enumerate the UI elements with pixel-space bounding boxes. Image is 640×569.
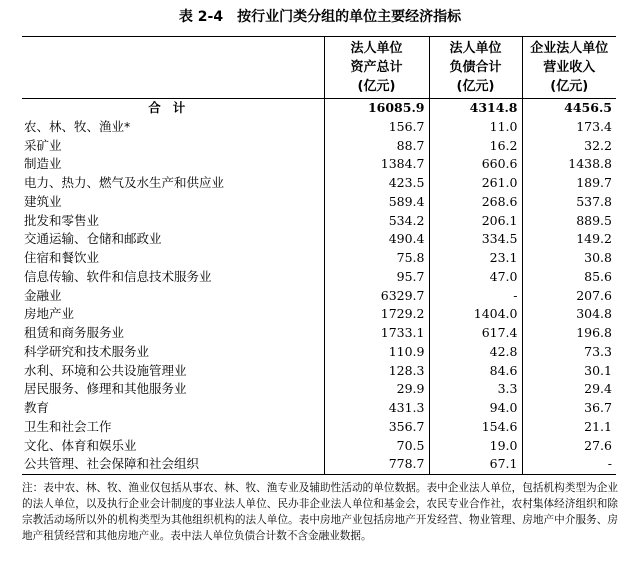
revenue-cell: 207.6 — [522, 287, 616, 306]
total-label: 合计 — [22, 99, 324, 118]
assets-cell: 431.3 — [324, 399, 429, 418]
revenue-cell: 27.6 — [522, 437, 616, 456]
revenue-cell: 189.7 — [522, 174, 616, 193]
liabilities-cell: 3.3 — [429, 380, 522, 399]
table-row — [22, 174, 616, 193]
revenue-cell: 196.8 — [522, 324, 616, 343]
table-header — [22, 37, 616, 99]
assets-cell: 1384.7 — [324, 155, 429, 174]
header-blank — [22, 37, 324, 99]
industry-name: 制造业 — [24, 156, 62, 172]
header-revenue-line2: 营业收入 — [543, 60, 596, 75]
revenue-cell: 304.8 — [522, 305, 616, 324]
liabilities-cell: 94.0 — [429, 399, 522, 418]
assets-cell: 778.7 — [324, 455, 429, 474]
revenue-cell: 36.7 — [522, 399, 616, 418]
header-liabilities-line1: 法人单位 — [449, 41, 502, 56]
table-row — [22, 230, 616, 249]
table-row — [22, 437, 616, 456]
table-row — [22, 343, 616, 362]
industry-name: 交通运输、仓储和邮政业 — [24, 231, 162, 247]
assets-cell: 423.5 — [324, 174, 429, 193]
table-row — [22, 362, 616, 381]
revenue-cell: 85.6 — [522, 268, 616, 287]
industry-name: 文化、体育和娱乐业 — [24, 437, 137, 453]
assets-cell: 534.2 — [324, 212, 429, 231]
industry-name: 教育 — [24, 400, 50, 415]
assets-cell: 70.5 — [324, 437, 429, 456]
table-row — [22, 249, 616, 268]
table-row — [22, 193, 616, 212]
table-row — [22, 118, 616, 137]
liabilities-cell: 268.6 — [429, 193, 522, 212]
liabilities-cell: 660.6 — [429, 155, 522, 174]
assets-cell: 128.3 — [324, 362, 429, 381]
revenue-cell: 173.4 — [522, 118, 616, 137]
header-liabilities-line2: 负债合计 — [449, 60, 502, 75]
liabilities-cell: 617.4 — [429, 324, 522, 343]
assets-cell: 88.7 — [324, 137, 429, 156]
liabilities-cell: 206.1 — [429, 212, 522, 231]
liabilities-cell: 42.8 — [429, 343, 522, 362]
table-row — [22, 212, 616, 231]
liabilities-cell: - — [429, 287, 522, 306]
header-revenue — [522, 37, 616, 99]
liabilities-cell: 19.0 — [429, 437, 522, 456]
assets-cell: 110.9 — [324, 343, 429, 362]
industry-name: 卫生和社会工作 — [24, 418, 112, 434]
total-liabilities: 4314.8 — [429, 99, 522, 118]
liabilities-cell: 11.0 — [429, 118, 522, 137]
revenue-cell: 29.4 — [522, 380, 616, 399]
industry-name: 电力、热力、燃气及水生产和供应业 — [24, 175, 225, 190]
industry-name: 农、林、牧、渔业* — [24, 118, 131, 134]
industry-name: 公共管理、社会保障和社会组织 — [22, 455, 324, 474]
assets-cell: 490.4 — [324, 230, 429, 249]
assets-cell: 1733.1 — [324, 324, 429, 343]
liabilities-cell: 23.1 — [429, 249, 522, 268]
liabilities-cell: 334.5 — [429, 230, 522, 249]
revenue-cell: 30.8 — [522, 249, 616, 268]
table-note: 注：表中农、林、牧、渔业仅包括从事农、林、牧、渔专业及辅助性活动的单位数据。表中企业法人单位，包括机构类型为企业的法人单位，以及执行企业会计制度的事业法人单位、民办非企业法人单位和基金会，农民专业合作社，农村集体经济组织和除宗教活动场所以外的机构类型为其他组织机构的法人单位。表中房地产业包括房地产开发经营、物业管理、房地产中介服务、房地产租赁经营和其他房地产业。表中法人单位负债合计数不含金融业数据。 — [22, 482, 618, 542]
revenue-cell: 73.3 — [522, 343, 616, 362]
table-row — [22, 137, 616, 156]
table-body — [22, 99, 616, 475]
liabilities-cell: 47.0 — [429, 268, 522, 287]
header-assets-line1: 法人单位 — [350, 41, 403, 56]
table-row — [22, 380, 616, 399]
header-liabilities-unit: (亿元) — [456, 79, 495, 94]
industry-name: 居民服务、修理和其他服务业 — [24, 381, 187, 397]
assets-cell: 356.7 — [324, 418, 429, 437]
industry-name: 建筑业 — [24, 193, 62, 209]
assets-cell: 75.8 — [324, 249, 429, 268]
header-assets — [324, 37, 429, 99]
industry-name: 科学研究和技术服务业 — [24, 343, 150, 359]
indicator-table — [22, 36, 616, 475]
header-assets-line2: 资产总计 — [350, 60, 403, 75]
liabilities-cell: 154.6 — [429, 418, 522, 437]
table-row — [22, 155, 616, 174]
table-row — [22, 268, 616, 287]
assets-cell: 29.9 — [324, 380, 429, 399]
total-row — [22, 99, 616, 118]
revenue-cell: - — [522, 455, 616, 474]
table-row — [22, 418, 616, 437]
assets-cell: 156.7 — [324, 118, 429, 137]
total-revenue: 4456.5 — [522, 99, 616, 118]
liabilities-cell: 16.2 — [429, 137, 522, 156]
industry-name: 住宿和餐饮业 — [24, 250, 100, 265]
industry-name: 采矿业 — [24, 137, 62, 153]
table-title: 表 2-4 按行业门类分组的单位主要经济指标 — [178, 9, 462, 25]
industry-name: 金融业 — [24, 287, 62, 303]
revenue-cell: 1438.8 — [522, 155, 616, 174]
header-assets-unit: (亿元) — [357, 79, 396, 94]
revenue-cell: 30.1 — [522, 362, 616, 381]
liabilities-cell: 261.0 — [429, 174, 522, 193]
assets-cell: 6329.7 — [324, 287, 429, 306]
header-liabilities — [429, 37, 522, 99]
assets-cell: 589.4 — [324, 193, 429, 212]
table-row — [22, 399, 616, 418]
assets-cell: 95.7 — [324, 268, 429, 287]
industry-name: 信息传输、软件和信息技术服务业 — [24, 268, 212, 284]
table-row — [22, 305, 616, 324]
total-assets: 16085.9 — [324, 99, 429, 118]
assets-cell: 1729.2 — [324, 305, 429, 324]
table-row — [22, 287, 616, 306]
liabilities-cell: 67.1 — [429, 455, 522, 474]
header-revenue-line1: 企业法人单位 — [530, 41, 609, 56]
revenue-cell: 149.2 — [522, 230, 616, 249]
industry-name: 批发和零售业 — [24, 212, 100, 228]
revenue-cell: 889.5 — [522, 212, 616, 231]
table-row — [22, 324, 616, 343]
revenue-cell: 32.2 — [522, 137, 616, 156]
header-revenue-unit: (亿元) — [550, 79, 589, 94]
industry-name: 租赁和商务服务业 — [24, 325, 125, 340]
revenue-cell: 21.1 — [522, 418, 616, 437]
table-row — [22, 455, 616, 474]
revenue-cell: 537.8 — [522, 193, 616, 212]
industry-name: 房地产业 — [24, 306, 75, 322]
industry-name: 水利、环境和公共设施管理业 — [24, 362, 187, 378]
liabilities-cell: 84.6 — [429, 362, 522, 381]
liabilities-cell: 1404.0 — [429, 305, 522, 324]
